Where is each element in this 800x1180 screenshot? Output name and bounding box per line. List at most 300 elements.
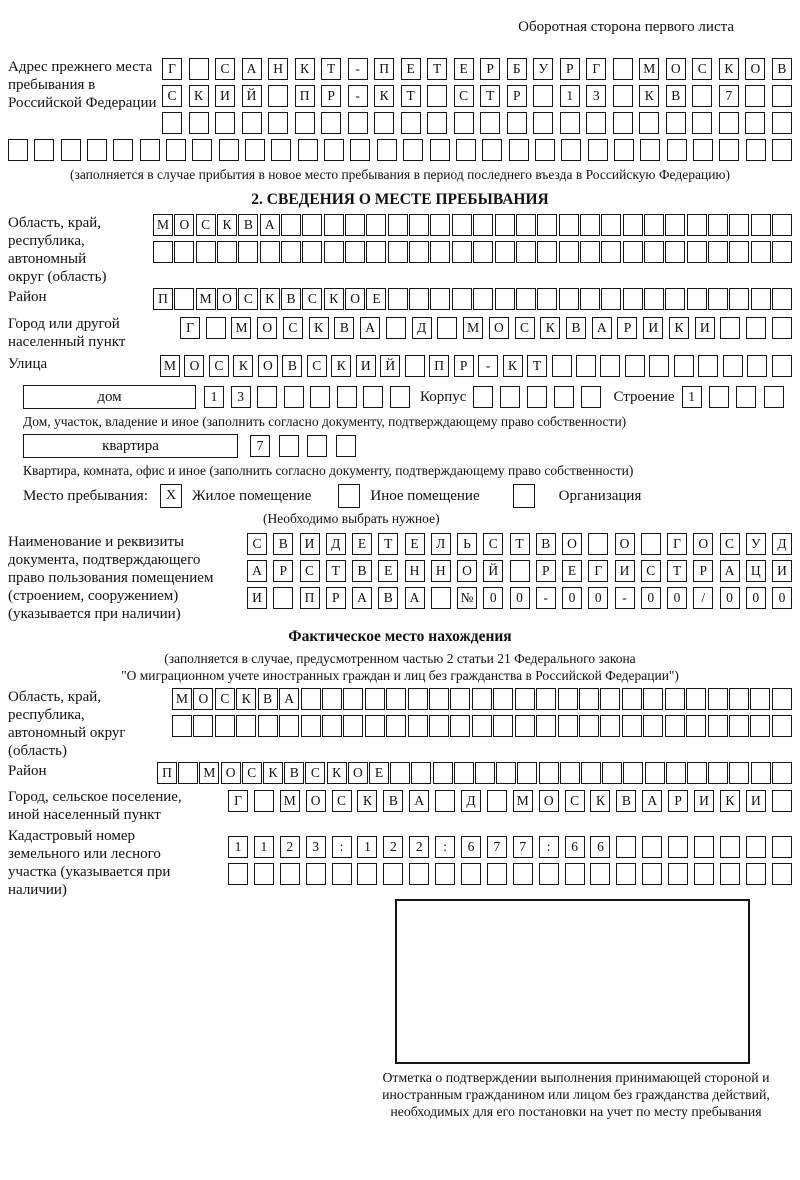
char-cell[interactable]: Е (401, 58, 421, 80)
char-cell[interactable] (332, 863, 352, 885)
char-cell[interactable]: Т (326, 560, 346, 582)
char-cell[interactable] (559, 214, 579, 236)
char-cell[interactable]: С (215, 688, 235, 710)
char-cell[interactable]: С (332, 790, 352, 812)
char-cell[interactable] (746, 317, 766, 339)
char-cell[interactable]: 3 (231, 386, 251, 408)
char-cell[interactable]: И (615, 560, 635, 582)
char-cell[interactable] (643, 715, 663, 737)
char-cell[interactable] (429, 688, 449, 710)
char-cell[interactable]: М (463, 317, 483, 339)
char-cell[interactable]: Е (454, 58, 474, 80)
char-cell[interactable]: А (642, 790, 662, 812)
char-cell[interactable] (162, 112, 182, 134)
char-cell[interactable]: П (374, 58, 394, 80)
char-cell[interactable] (401, 112, 421, 134)
char-cell[interactable] (649, 355, 669, 377)
char-cell[interactable] (254, 790, 274, 812)
char-cell[interactable] (452, 288, 472, 310)
char-cell[interactable] (365, 715, 385, 737)
char-cell[interactable]: Л (431, 533, 451, 555)
char-cell[interactable] (348, 112, 368, 134)
char-cell[interactable] (390, 386, 410, 408)
char-cell[interactable]: 7 (719, 85, 739, 107)
char-cell[interactable] (409, 241, 429, 263)
char-cell[interactable]: К (295, 58, 315, 80)
char-cell[interactable]: В (378, 587, 398, 609)
char-cell[interactable]: А (405, 587, 425, 609)
char-cell[interactable]: В (273, 533, 293, 555)
char-cell[interactable] (772, 288, 792, 310)
char-cell[interactable]: И (772, 560, 792, 582)
char-cell[interactable] (537, 288, 557, 310)
char-cell[interactable] (686, 688, 706, 710)
char-cell[interactable] (189, 58, 209, 80)
char-cell[interactable] (433, 762, 453, 784)
char-cell[interactable]: В (281, 288, 301, 310)
char-cell[interactable]: Р (560, 58, 580, 80)
char-cell[interactable]: О (257, 317, 277, 339)
char-cell[interactable] (472, 688, 492, 710)
char-cell[interactable] (772, 715, 792, 737)
char-cell[interactable] (388, 241, 408, 263)
char-cell[interactable]: - (536, 587, 556, 609)
char-cell[interactable]: Р (668, 790, 688, 812)
char-cell[interactable] (516, 214, 536, 236)
char-cell[interactable] (772, 139, 792, 161)
char-cell[interactable] (366, 214, 386, 236)
char-cell[interactable] (560, 112, 580, 134)
char-cell[interactable] (622, 715, 642, 737)
char-cell[interactable] (558, 688, 578, 710)
char-cell[interactable] (301, 715, 321, 737)
char-cell[interactable]: 3 (306, 836, 326, 858)
char-cell[interactable]: С (454, 85, 474, 107)
char-cell[interactable] (435, 863, 455, 885)
char-cell[interactable]: Р (480, 58, 500, 80)
char-cell[interactable]: А (242, 58, 262, 80)
char-cell[interactable] (751, 241, 771, 263)
char-cell[interactable] (408, 688, 428, 710)
char-cell[interactable] (687, 762, 707, 784)
char-cell[interactable] (411, 762, 431, 784)
char-cell[interactable] (516, 241, 536, 263)
char-cell[interactable] (772, 112, 792, 134)
char-cell[interactable]: Е (562, 560, 582, 582)
char-cell[interactable] (746, 863, 766, 885)
char-cell[interactable] (298, 139, 318, 161)
char-cell[interactable] (473, 288, 493, 310)
char-cell[interactable]: Г (586, 58, 606, 80)
char-cell[interactable] (527, 386, 547, 408)
char-cell[interactable] (472, 715, 492, 737)
char-cell[interactable] (579, 715, 599, 737)
char-cell[interactable] (580, 241, 600, 263)
char-cell[interactable]: М (231, 317, 251, 339)
char-cell[interactable] (644, 288, 664, 310)
char-cell[interactable] (616, 836, 636, 858)
char-cell[interactable] (764, 386, 784, 408)
char-cell[interactable]: О (615, 533, 635, 555)
char-cell[interactable] (480, 112, 500, 134)
char-cell[interactable]: А (247, 560, 267, 582)
char-cell[interactable]: П (300, 587, 320, 609)
char-cell[interactable] (343, 688, 363, 710)
char-cell[interactable] (487, 790, 507, 812)
char-cell[interactable] (729, 241, 749, 263)
char-cell[interactable] (306, 863, 326, 885)
char-cell[interactable] (140, 139, 160, 161)
char-cell[interactable]: С (515, 317, 535, 339)
char-cell[interactable] (665, 214, 685, 236)
char-cell[interactable] (515, 688, 535, 710)
char-cell[interactable]: Т (378, 533, 398, 555)
char-cell[interactable] (533, 85, 553, 107)
char-cell[interactable] (281, 241, 301, 263)
char-cell[interactable]: К (540, 317, 560, 339)
char-cell[interactable]: Д (461, 790, 481, 812)
char-cell[interactable] (772, 762, 792, 784)
char-cell[interactable]: К (719, 58, 739, 80)
char-cell[interactable]: П (429, 355, 449, 377)
char-cell[interactable] (254, 863, 274, 885)
char-cell[interactable]: 1 (560, 85, 580, 107)
char-cell[interactable]: 0 (641, 587, 661, 609)
char-cell[interactable] (430, 214, 450, 236)
char-cell[interactable]: 7 (513, 836, 533, 858)
char-cell[interactable]: 0 (720, 587, 740, 609)
char-cell[interactable]: - (348, 58, 368, 80)
char-cell[interactable] (429, 715, 449, 737)
char-cell[interactable]: Г (228, 790, 248, 812)
char-cell[interactable]: С (483, 533, 503, 555)
char-cell[interactable] (219, 139, 239, 161)
char-cell[interactable] (772, 836, 792, 858)
char-cell[interactable]: В (282, 355, 302, 377)
char-cell[interactable]: О (193, 688, 213, 710)
char-cell[interactable]: У (746, 533, 766, 555)
char-cell[interactable]: В (536, 533, 556, 555)
char-cell[interactable]: М (199, 762, 219, 784)
char-cell[interactable] (772, 355, 792, 377)
char-cell[interactable] (409, 863, 429, 885)
char-cell[interactable]: К (590, 790, 610, 812)
char-cell[interactable]: И (695, 317, 715, 339)
char-cell[interactable] (390, 762, 410, 784)
char-cell[interactable] (495, 241, 515, 263)
char-cell[interactable] (746, 836, 766, 858)
char-cell[interactable] (772, 863, 792, 885)
char-cell[interactable] (729, 715, 749, 737)
char-cell[interactable]: В (258, 688, 278, 710)
char-cell[interactable] (559, 241, 579, 263)
char-cell[interactable] (192, 139, 212, 161)
char-cell[interactable] (166, 139, 186, 161)
char-cell[interactable] (430, 139, 450, 161)
char-cell[interactable]: С (238, 288, 258, 310)
char-cell[interactable]: И (215, 85, 235, 107)
char-cell[interactable]: И (356, 355, 376, 377)
char-cell[interactable] (388, 214, 408, 236)
char-cell[interactable]: Е (366, 288, 386, 310)
char-cell[interactable]: 1 (682, 386, 702, 408)
char-cell[interactable]: В (284, 762, 304, 784)
char-cell[interactable]: С (720, 533, 740, 555)
char-cell[interactable] (493, 688, 513, 710)
char-cell[interactable] (614, 139, 634, 161)
char-cell[interactable] (113, 139, 133, 161)
char-cell[interactable]: Г (588, 560, 608, 582)
char-cell[interactable]: Д (326, 533, 346, 555)
char-cell[interactable]: Т (401, 85, 421, 107)
char-cell[interactable] (708, 762, 728, 784)
char-cell[interactable] (450, 688, 470, 710)
char-cell[interactable]: М (639, 58, 659, 80)
char-cell[interactable]: Е (369, 762, 389, 784)
char-cell[interactable] (772, 317, 792, 339)
char-cell[interactable]: В (666, 85, 686, 107)
char-cell[interactable] (692, 85, 712, 107)
char-cell[interactable]: К (357, 790, 377, 812)
char-cell[interactable]: С (641, 560, 661, 582)
char-cell[interactable]: Р (326, 587, 346, 609)
char-cell[interactable] (437, 317, 457, 339)
char-cell[interactable]: С (565, 790, 585, 812)
char-cell[interactable] (668, 836, 688, 858)
char-cell[interactable]: К (236, 688, 256, 710)
char-cell[interactable] (279, 435, 299, 457)
char-cell[interactable]: Й (380, 355, 400, 377)
char-cell[interactable]: Й (242, 85, 262, 107)
char-cell[interactable]: Б (507, 58, 527, 80)
char-cell[interactable] (383, 863, 403, 885)
char-cell[interactable] (430, 241, 450, 263)
char-cell[interactable] (687, 241, 707, 263)
char-cell[interactable] (536, 688, 556, 710)
char-cell[interactable] (581, 762, 601, 784)
char-cell[interactable]: И (643, 317, 663, 339)
char-cell[interactable] (723, 355, 743, 377)
char-cell[interactable]: А (360, 317, 380, 339)
char-cell[interactable]: О (221, 762, 241, 784)
char-cell[interactable]: Т (321, 58, 341, 80)
char-cell[interactable] (613, 58, 633, 80)
char-cell[interactable] (666, 112, 686, 134)
char-cell[interactable] (639, 112, 659, 134)
char-cell[interactable] (337, 386, 357, 408)
char-cell[interactable]: О (345, 288, 365, 310)
char-cell[interactable] (193, 715, 213, 737)
char-cell[interactable] (709, 386, 729, 408)
char-cell[interactable]: В (352, 560, 372, 582)
char-cell[interactable] (622, 688, 642, 710)
char-cell[interactable] (720, 836, 740, 858)
char-cell[interactable]: К (669, 317, 689, 339)
char-cell[interactable] (558, 715, 578, 737)
stay-type-checkbox-organization[interactable] (513, 484, 535, 508)
char-cell[interactable]: С (305, 762, 325, 784)
char-cell[interactable]: - (615, 587, 635, 609)
char-cell[interactable]: 0 (746, 587, 766, 609)
char-cell[interactable] (644, 241, 664, 263)
char-cell[interactable] (642, 836, 662, 858)
char-cell[interactable]: К (324, 288, 344, 310)
char-cell[interactable]: 2 (383, 836, 403, 858)
char-cell[interactable]: К (233, 355, 253, 377)
char-cell[interactable] (516, 288, 536, 310)
char-cell[interactable] (408, 715, 428, 737)
char-cell[interactable]: А (260, 214, 280, 236)
char-cell[interactable] (345, 214, 365, 236)
char-cell[interactable]: В (616, 790, 636, 812)
char-cell[interactable] (533, 112, 553, 134)
char-cell[interactable] (403, 139, 423, 161)
char-cell[interactable]: Н (431, 560, 451, 582)
char-cell[interactable] (61, 139, 81, 161)
char-cell[interactable] (271, 139, 291, 161)
char-cell[interactable]: 1 (357, 836, 377, 858)
char-cell[interactable]: С (242, 762, 262, 784)
char-cell[interactable]: К (327, 762, 347, 784)
char-cell[interactable] (581, 386, 601, 408)
char-cell[interactable]: О (306, 790, 326, 812)
char-cell[interactable]: Н (405, 560, 425, 582)
char-cell[interactable]: 0 (772, 587, 792, 609)
char-cell[interactable] (279, 715, 299, 737)
char-cell[interactable] (357, 863, 377, 885)
char-cell[interactable] (665, 688, 685, 710)
char-cell[interactable] (377, 139, 397, 161)
char-cell[interactable]: - (478, 355, 498, 377)
char-cell[interactable] (430, 288, 450, 310)
char-cell[interactable] (510, 560, 530, 582)
char-cell[interactable]: К (263, 762, 283, 784)
char-cell[interactable] (280, 863, 300, 885)
char-cell[interactable] (493, 715, 513, 737)
char-cell[interactable] (729, 688, 749, 710)
char-cell[interactable]: Н (268, 58, 288, 80)
char-cell[interactable] (366, 241, 386, 263)
char-cell[interactable]: Т (427, 58, 447, 80)
char-cell[interactable]: - (348, 85, 368, 107)
char-cell[interactable]: К (639, 85, 659, 107)
char-cell[interactable]: 6 (461, 836, 481, 858)
char-cell[interactable] (625, 355, 645, 377)
char-cell[interactable]: О (457, 560, 477, 582)
char-cell[interactable] (515, 715, 535, 737)
char-cell[interactable]: 0 (483, 587, 503, 609)
char-cell[interactable] (708, 241, 728, 263)
char-cell[interactable] (586, 112, 606, 134)
char-cell[interactable] (554, 386, 574, 408)
char-cell[interactable] (640, 139, 660, 161)
char-cell[interactable]: : (539, 836, 559, 858)
char-cell[interactable] (665, 241, 685, 263)
char-cell[interactable] (539, 863, 559, 885)
char-cell[interactable] (535, 139, 555, 161)
char-cell[interactable]: К (374, 85, 394, 107)
char-cell[interactable]: К (720, 790, 740, 812)
char-cell[interactable] (613, 112, 633, 134)
char-cell[interactable] (746, 139, 766, 161)
char-cell[interactable]: Д (772, 533, 792, 555)
stay-type-checkbox-other[interactable] (338, 484, 360, 508)
char-cell[interactable] (539, 762, 559, 784)
char-cell[interactable]: О (258, 355, 278, 377)
char-cell[interactable] (34, 139, 54, 161)
char-cell[interactable] (454, 762, 474, 784)
char-cell[interactable] (336, 435, 356, 457)
char-cell[interactable]: В (383, 790, 403, 812)
char-cell[interactable]: О (217, 288, 237, 310)
char-cell[interactable] (772, 790, 792, 812)
char-cell[interactable]: А (592, 317, 612, 339)
char-cell[interactable] (322, 688, 342, 710)
char-cell[interactable]: И (694, 790, 714, 812)
char-cell[interactable]: 2 (280, 836, 300, 858)
char-cell[interactable]: 1 (228, 836, 248, 858)
char-cell[interactable] (623, 214, 643, 236)
char-cell[interactable] (174, 241, 194, 263)
char-cell[interactable]: О (174, 214, 194, 236)
char-cell[interactable]: Р (693, 560, 713, 582)
char-cell[interactable] (374, 112, 394, 134)
char-cell[interactable] (450, 715, 470, 737)
char-cell[interactable]: К (309, 317, 329, 339)
char-cell[interactable] (509, 139, 529, 161)
char-cell[interactable] (644, 214, 664, 236)
char-cell[interactable]: № (457, 587, 477, 609)
char-cell[interactable] (322, 715, 342, 737)
char-cell[interactable]: М (513, 790, 533, 812)
char-cell[interactable] (495, 214, 515, 236)
char-cell[interactable]: Р (454, 355, 474, 377)
char-cell[interactable]: В (238, 214, 258, 236)
char-cell[interactable] (772, 214, 792, 236)
char-cell[interactable] (507, 112, 527, 134)
char-cell[interactable]: Р (536, 560, 556, 582)
char-cell[interactable]: И (300, 533, 320, 555)
char-cell[interactable]: 0 (667, 587, 687, 609)
char-cell[interactable] (174, 288, 194, 310)
char-cell[interactable]: 3 (586, 85, 606, 107)
char-cell[interactable] (302, 214, 322, 236)
char-cell[interactable] (747, 355, 767, 377)
char-cell[interactable]: О (184, 355, 204, 377)
char-cell[interactable] (665, 715, 685, 737)
char-cell[interactable] (772, 241, 792, 263)
char-cell[interactable]: К (503, 355, 523, 377)
char-cell[interactable] (751, 214, 771, 236)
char-cell[interactable] (196, 241, 216, 263)
char-cell[interactable]: 6 (590, 836, 610, 858)
char-cell[interactable]: Д (412, 317, 432, 339)
char-cell[interactable] (482, 139, 502, 161)
char-cell[interactable]: О (666, 58, 686, 80)
char-cell[interactable]: П (157, 762, 177, 784)
char-cell[interactable] (667, 139, 687, 161)
char-cell[interactable] (580, 288, 600, 310)
char-cell[interactable] (236, 715, 256, 737)
char-cell[interactable]: Т (527, 355, 547, 377)
char-cell[interactable]: М (172, 688, 192, 710)
char-cell[interactable] (405, 355, 425, 377)
char-cell[interactable] (409, 214, 429, 236)
char-cell[interactable]: Т (480, 85, 500, 107)
char-cell[interactable] (694, 863, 714, 885)
char-cell[interactable] (8, 139, 28, 161)
char-cell[interactable]: И (746, 790, 766, 812)
